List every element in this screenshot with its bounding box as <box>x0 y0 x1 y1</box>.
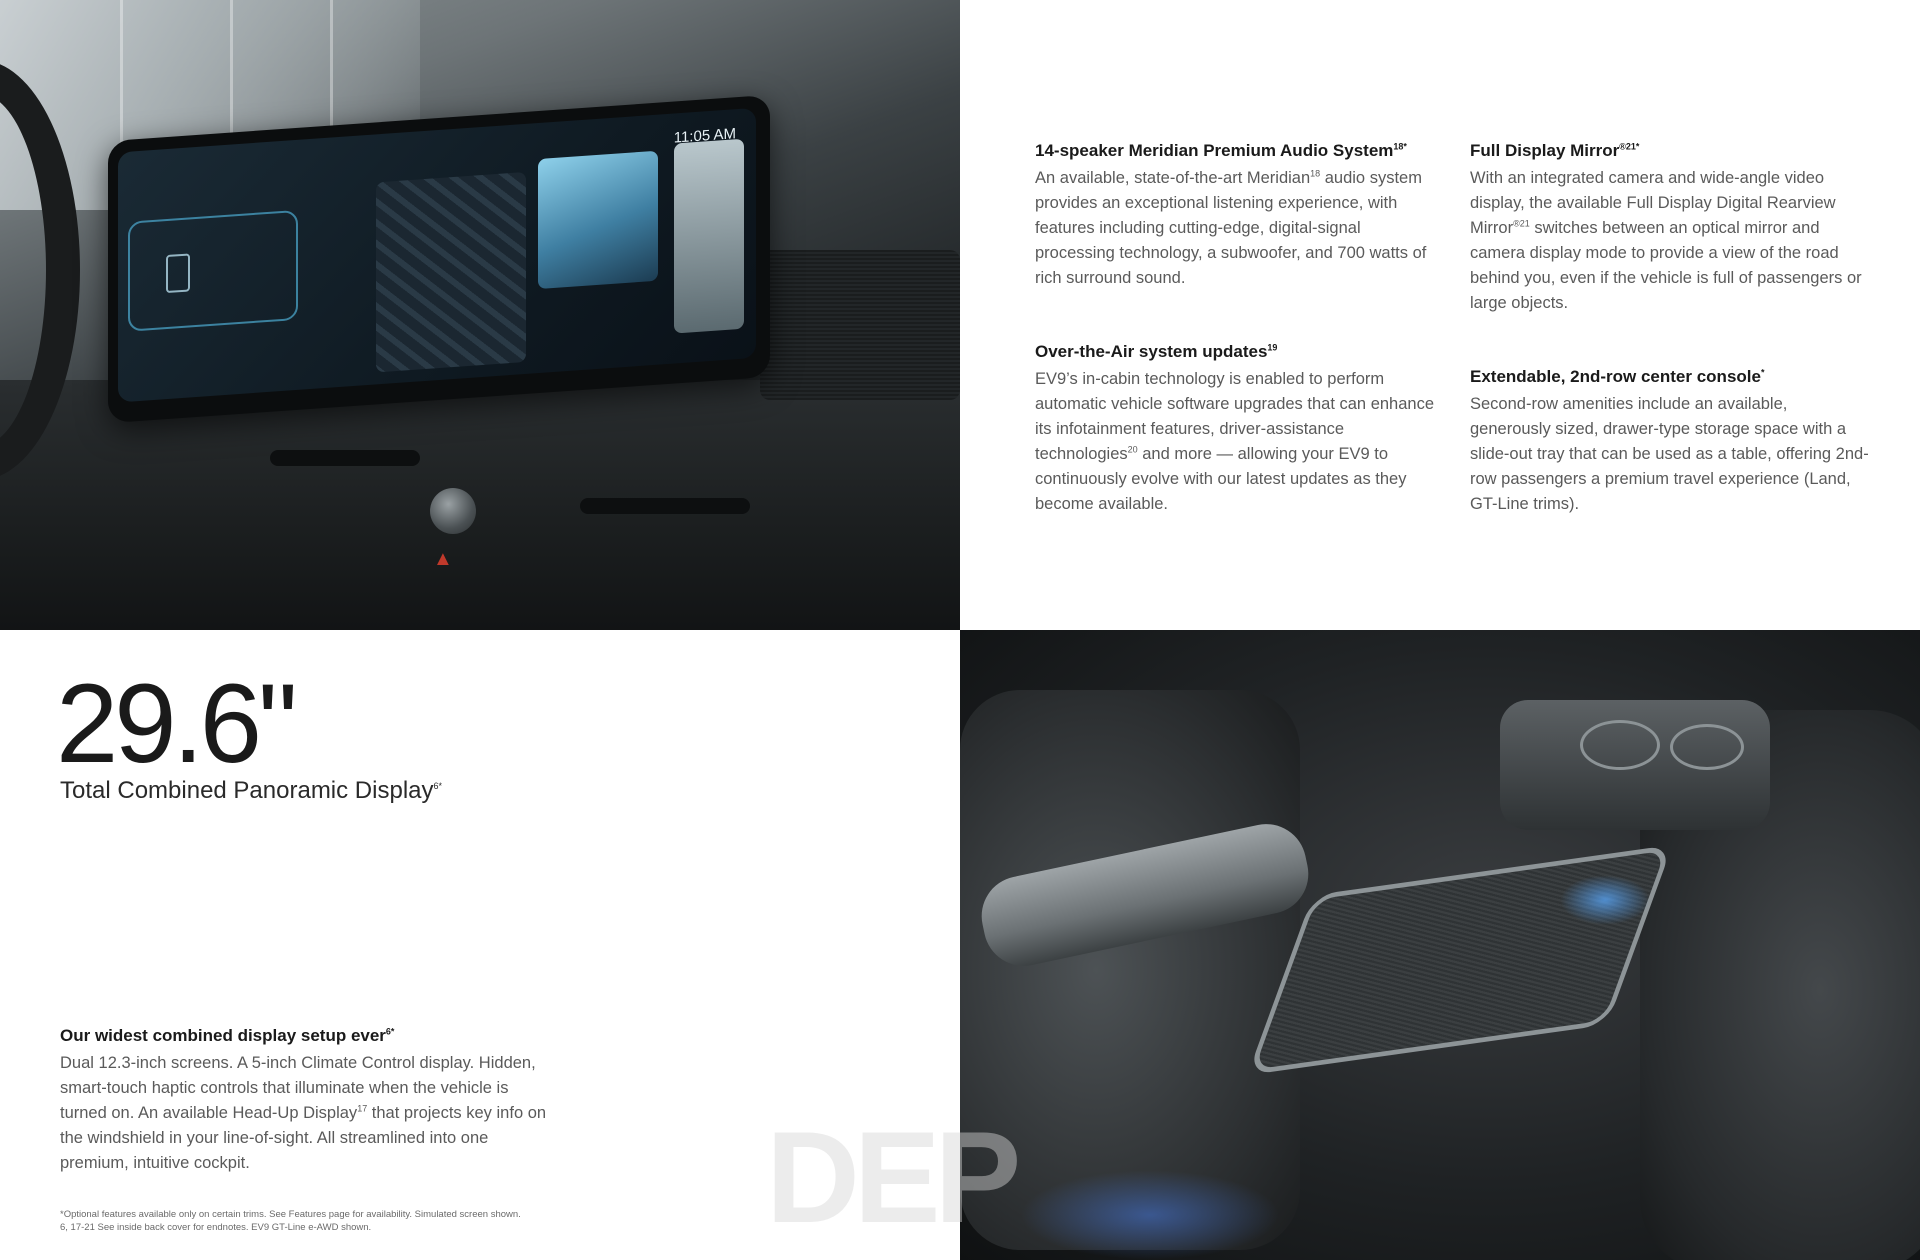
cupholder <box>1500 700 1770 830</box>
stat-value: 29.6" <box>56 661 294 786</box>
air-vent <box>270 450 420 466</box>
instrument-cluster <box>128 210 298 332</box>
air-vent <box>580 498 750 514</box>
feature-mirror <box>1470 140 1870 316</box>
display-screen <box>118 108 756 403</box>
feature-body: An available, state-of-the-art Meridian$^{18}$ audio system provides an exceptional listening experience, with features including cutting-edge, digital-signal processing technology, a subwoofer, and 700 watts of rich surround sound. <box>1035 168 1427 287</box>
map-tile <box>376 172 526 372</box>
feature-audio <box>1035 140 1435 291</box>
screen-clock: 11:05 AM <box>673 125 736 147</box>
feature-title: Over-the-Air system updates$^{19}$ <box>1035 342 1278 361</box>
ambient-light <box>1020 1170 1280 1260</box>
feature-console <box>1470 366 1870 517</box>
vehicle-icon <box>166 253 190 293</box>
dashboard-photo <box>0 0 960 630</box>
watermark-logo: DEP <box>766 1104 1016 1250</box>
window-frame <box>120 0 123 160</box>
feature-title: 14-speaker Meridian Premium Audio System$^{18*}$ <box>1035 141 1407 160</box>
feature-title: Full Display Mirror$^{®21*}$ <box>1470 141 1640 160</box>
hazard-icon: ▲ <box>433 548 453 570</box>
feature-title: Extendable, 2nd-row center console* <box>1470 367 1765 386</box>
footnote: *Optional features available only on certain trims. See Features page for availability. Simulated screen shown. 6, 17-21 See inside back cover for endnotes. EV9 GT-Line e-AWD shown. <box>60 1209 521 1233</box>
feature-body: With an integrated camera and wide-angle video display, the available Full Display Digital Rearview Mirror$^{®21}$ switches between an optical mirror and camera display mode to provide a view of the road behind you, even if the vehicle is full of passengers or large objects. <box>1470 169 1862 312</box>
feature-title: Our widest combined display setup ever$^{6*}$ <box>60 1026 395 1045</box>
feature-body: EV9’s in-cabin technology is enabled to perform automatic vehicle software upgrades that can enhance its infotainment features, driver-assistance technologies$^{20}$ and more — allowing your EV9 to continuously evolve with our latest updates as they become available. <box>1035 370 1434 513</box>
feature-ota <box>1035 341 1435 517</box>
feature-display <box>60 1025 550 1176</box>
feature-body: Second-row amenities include an available, generously sized, drawer-type storage space with a slide-out tray that can be used as a table, offering 2nd-row passengers a premium travel experience (Land, GT-Line trims). <box>1470 395 1869 513</box>
panoramic-display <box>108 95 770 423</box>
volume-knob <box>430 488 476 534</box>
console-photo <box>960 630 1920 1260</box>
cup-ring <box>1670 724 1744 770</box>
cup-ring <box>1580 720 1660 770</box>
media-tile <box>538 151 658 289</box>
stat-label: Total Combined Panoramic Display$^{6*}$ <box>60 777 443 804</box>
tray-light <box>1560 875 1650 925</box>
feature-body: Dual 12.3-inch screens. A 5-inch Climate Control display. Hidden, smart-touch haptic controls that illuminate when the vehicle is turned on. An available Head-Up Display$^{17}$ that projects key info on the windshield in your line-of-sight. All streamlined into one premium, intuitive cockpit. <box>60 1054 547 1172</box>
ev-tile <box>674 139 744 334</box>
speaker-grille <box>760 250 960 400</box>
